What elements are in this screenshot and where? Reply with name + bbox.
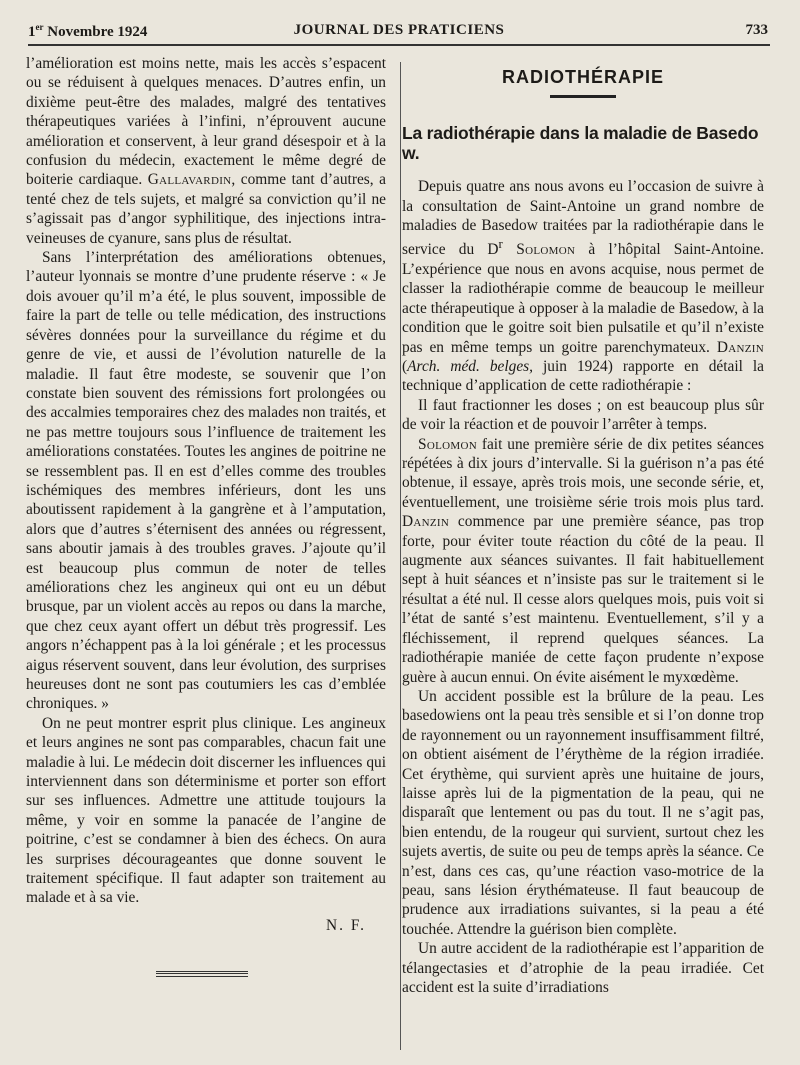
paragraph-text: Depuis quatre ans nous avons eu l’occasion de suivre à la consultation de Saint-Antoine un grand nombre de maladies de Basedow traitées par la radiothérapie dans le service du D	[402, 178, 764, 259]
running-header	[28, 20, 770, 46]
issue-date-ordinal: er	[35, 22, 44, 32]
column-divider	[400, 62, 401, 1050]
paragraph-text: commence par une première séance, pas trop forte, pour éviter toute réaction du côté de la peau. Il augmente aux séances suivantes. Il fait habituellement sept à huit séances et n’insiste pas sur le traitement si le résultat a été nul. Il cesse alors quelques mois, puis voit si l’état de santé s’est maintenu. Eventuellement, s’il y a fléchissement, il reprend quelques séances. La radiothérapie maniée de cette façon prudente n’expose guère à aucun ennui. On évite aisément le myxœdème.	[402, 513, 764, 686]
citation-journal: Arch. méd. belges,	[407, 358, 534, 375]
journal-title: JOURNAL DES PRATICIENS	[293, 22, 505, 38]
paragraph: Un autre accident de la radiothérapie est l’apparition de télangectasies et d’atrophie de la peau irradiée. Cet accident est la suite d’irradiations	[402, 940, 764, 996]
paragraph-text: à l’hôpital Saint-Antoine. L’expérience que nous en avons acquise, nous permet de classer la radiothérapie comme de beaucoup le meilleur acte thérapeutique à opposer à la maladie de Basedow, à la condition que le goitre soit bien pulsatile et qu’il n’existe pas en même temps un goitre parenchymateux.	[402, 241, 764, 356]
page-number: 733	[745, 22, 768, 38]
title-superscript: r	[498, 237, 503, 252]
paragraph: Sans l’interprétation des améliorations obtenues, l’auteur lyonnais se montre d’une prudente réserve : « Je dois avouer qu’il m’a été, le plus souvent, impossible de faire la part de telle ou telle médication, des instructions sévères données pour la surveillance du régime et du genre de vie, et aussi de l’évolution naturelle de la maladie. Il faut être modeste, se souvenir que l’on constate bien souvent des rémissions fort prolongées ou des accalmies temporaires chez des malades non traités, et ne pas mettre toujours sous l’influence de traitement les améliorations constatées. Toutes les angines de poitrine ne se ressemblent pas. Il en est d’elles comme des troubles ischémiques des membres inférieurs, dont les uns aboutissent rapidement à la gangrène et à l’amputation, alors que d’autres s’éternisent des années ou régressent, sans aboutir jamais à des troubles graves. J’ajoute qu’il est beaucoup plus commun de noter de telles améliorations chez les angineux qui ont eu un début brusque, par un violent accès au repos ou dans la marche, que chez ceux ayant offert un début très progressif. Les angors n’échappent pas à la loi générale ; et les processus aigus réservent souvent, dans leur évolution, des surprises heureuses dont ne sont pas coutumiers les cas d’emblée chroniques. »	[26, 249, 386, 713]
author-name: Danzin	[716, 338, 764, 356]
issue-date-day: 1	[28, 24, 36, 40]
section-rule	[550, 95, 616, 98]
paragraph-text: , comme tant d’autres, a tenté chez de tels sujets, et malgré sa conviction qu’il ne s’agissait pas d’angor syphilitique, des injections intra-veineuses de cyanure, sans plus de résultat.	[26, 171, 386, 247]
author-name: Gallavardin	[147, 171, 232, 189]
left-column	[26, 54, 386, 977]
paragraph: Il faut fractionner les doses ; on est beaucoup plus sûr de voir la réaction et de pouvoir l’arrêter à temps.	[402, 396, 764, 434]
paragraph-text: (	[402, 358, 408, 375]
author-name: Danzin	[402, 513, 450, 531]
paragraph-text: juin 1924) rapporte en détail la technique d’application de cette radiothérapie :	[402, 358, 765, 395]
issue-date-month-year: Novembre 1924	[43, 24, 148, 40]
paragraph: Un accident possible est la brûlure de la peau. Les basedowiens ont la peau très sensible et si l’on donne trop de rayonnement ou un rayonnement insuffisamment filtré, on obtient aisément de l’érythème de la région irradiée. Cet érythème, qui survient après une huitaine de jours, laisse après lui de la pigmentation de la peau, qui ne disparaît que lentement ou pas du tout. Il ne s’agit pas, bien entendu, de la rougeur qui survient, surtout chez les sujets avertis, de suite ou peu de temps après la séance. Ce n’est, dans ces cas, qu’une réaction vaso-motrice de la peau, sans lésion érythémateuse. Il faut beaucoup de prudence aux irradiations suivantes, si la peau a été touchée. Attendre la guérison bien complète.	[402, 687, 764, 938]
article-title: La radiothérapie dans la maladie de Basedo w.	[402, 123, 759, 163]
paragraph: On ne peut montrer esprit plus clinique. Les angineux et leurs angines ne sont pas comparables, chacun fait une maladie à lui. Le médecin doit discerner les influences qui interviennent dans son déterminisme et porter son effort sur ses influences. Admettre une attitude toujours la même, y voir en somme la panacée de l’angine de poitrine, c’est se condamner à bien des échecs. On aura les surprises décourageantes que donne souvent le traitement spécifique. Il faut adapter son traitement au malade et à sa vie.	[26, 714, 386, 907]
paragraph-text: l’amélioration est moins nette, mais les accès s’espacent ou se réduisent à quelques menaces. D’autres enfin, un dixième peut-être des malades, malgré des tentatives thérapeutiques variées à l’infini, n’éprouvent aucune amélioration et conservent, à leur grand désespoir et à la confusion du médecin, exactement le même degré de boiterie cardiaque.	[26, 55, 386, 189]
article-end-rule	[156, 971, 248, 977]
paragraph	[402, 177, 764, 396]
paragraph	[402, 435, 764, 687]
right-column	[402, 58, 764, 997]
paragraph-text: fait une première série de dix petites séances répétées à dix jours d’intervalle. Si la guérison n’a pas été obtenue, il essaye, après trois mois, une seconde série, et, éventuellement, une troisième série trois mois plus tard.	[402, 435, 764, 511]
section-title: RADIOTHÉRAPIE	[501, 67, 664, 87]
article-signature: N. F.	[326, 916, 366, 934]
paragraph	[26, 54, 386, 248]
author-name: Solomon	[418, 435, 477, 453]
author-name: Solomon	[502, 241, 576, 259]
